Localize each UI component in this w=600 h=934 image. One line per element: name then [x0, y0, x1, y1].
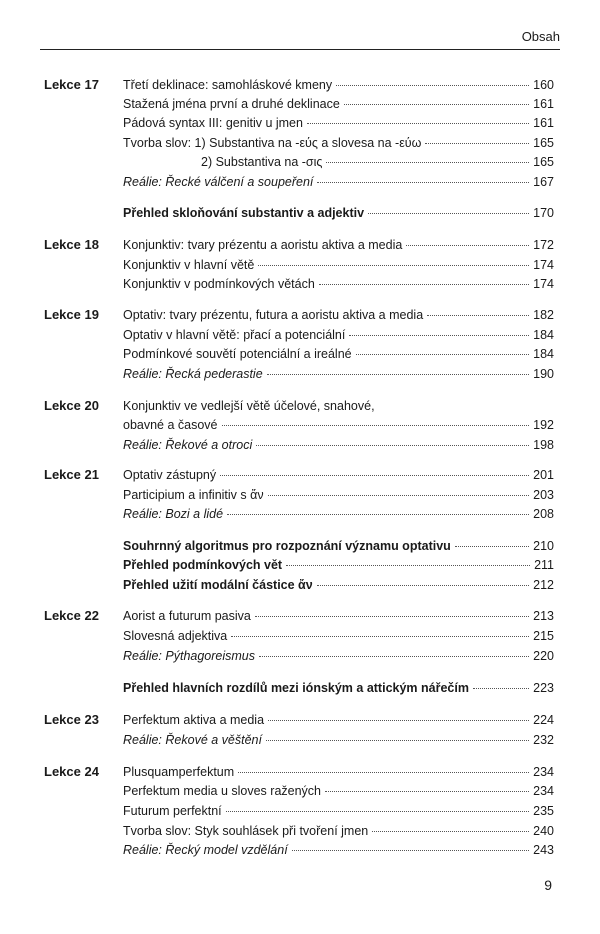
entry-title: Tvorba slov: Styk souhlásek při tvoření jmen [123, 824, 369, 838]
entry-title: Konjunktiv v hlavní větě [123, 258, 255, 272]
entry-page: 160 [533, 78, 554, 92]
entry-title: Konjunktiv ve vedlejší větě účelové, snahové, [123, 399, 375, 413]
dot-leader [267, 373, 529, 375]
toc-entry[interactable] [123, 172, 554, 192]
running-header [40, 30, 560, 50]
page-number: 9 [544, 877, 552, 893]
entry-page: 190 [533, 367, 554, 381]
entry-title: Perfektum media u sloves ražených [123, 784, 322, 798]
toc-entry[interactable] [123, 415, 554, 435]
entry-page: 240 [533, 824, 554, 838]
dot-leader [349, 334, 529, 336]
toc-entry[interactable] [123, 762, 554, 782]
dot-leader [368, 212, 529, 214]
dot-leader [307, 122, 529, 124]
toc-entry[interactable] [123, 536, 554, 556]
toc-entry[interactable] [123, 504, 554, 524]
entry-page: 172 [533, 238, 554, 252]
dot-leader [220, 474, 529, 476]
entry-page: 243 [533, 843, 554, 857]
toc-entry[interactable] [123, 646, 554, 666]
lesson-label-19: Lekce 19 [44, 307, 99, 322]
entry-title: Reálie: Řecká pederastie [123, 367, 263, 381]
entry-title: Konjunktiv: tvary prézentu a aoristu aktiva a media [123, 238, 403, 252]
entry-page: 184 [533, 347, 554, 361]
lesson-label-20: Lekce 20 [44, 398, 99, 413]
entry-page: 212 [533, 578, 554, 592]
entry-title: Participium a infinitiv s ἄν [123, 488, 264, 502]
entry-page: 174 [533, 258, 554, 272]
dot-leader [231, 635, 529, 637]
lesson-label-22: Lekce 22 [44, 608, 99, 623]
toc-entry[interactable] [123, 555, 554, 575]
entry-page: 174 [533, 277, 554, 291]
toc-entry[interactable] [123, 325, 554, 345]
toc-entry[interactable] [123, 626, 554, 646]
entry-title: Slovesná adjektiva [123, 629, 228, 643]
entry-title: Futurum perfektní [123, 804, 222, 818]
entry-page: 224 [533, 713, 554, 727]
dot-leader [344, 103, 529, 105]
entry-title: Reálie: Řekové a věštění [123, 733, 262, 747]
entry-title: Reálie: Bozi a lidé [123, 507, 224, 521]
dot-leader [255, 615, 529, 617]
entry-page: 213 [533, 609, 554, 623]
entry-title: Přehled hlavních rozdílů mezi iónským a attickým nářečím [123, 681, 469, 695]
toc-entry[interactable] [123, 203, 554, 223]
dot-leader [336, 84, 529, 86]
entry-page: 234 [533, 784, 554, 798]
entry-title: Perfektum aktiva a media [123, 713, 265, 727]
toc-entry[interactable] [123, 465, 554, 485]
entry-page: 208 [533, 507, 554, 521]
toc-entry[interactable] [123, 575, 554, 595]
entry-title: obavné a časové [123, 418, 218, 432]
dot-leader [258, 264, 529, 266]
dot-leader [266, 739, 529, 741]
toc-entry[interactable] [123, 678, 554, 698]
dot-leader [319, 283, 529, 285]
header-title: Obsah [521, 29, 560, 44]
entry-page: 170 [533, 206, 554, 220]
dot-leader [227, 513, 529, 515]
entry-page: 210 [533, 539, 554, 553]
toc-entry[interactable] [123, 396, 375, 416]
toc-entry[interactable] [123, 255, 554, 275]
entry-title: Podmínkové souvětí potenciální a ireálné [123, 347, 352, 361]
entry-page: 198 [533, 438, 554, 452]
entry-page: 201 [533, 468, 554, 482]
toc-entry[interactable] [123, 435, 554, 455]
toc-entry[interactable] [123, 113, 554, 133]
dot-leader [256, 444, 529, 446]
entry-title: Reálie: Pýthagoreismus [123, 649, 256, 663]
dot-leader [455, 545, 529, 547]
entry-title: Optativ v hlavní větě: přací a potenciální [123, 328, 346, 342]
toc-entry[interactable] [123, 801, 554, 821]
entry-title: Reálie: Řecké válčení a soupeření [123, 175, 314, 189]
entry-page: 161 [533, 116, 554, 130]
toc-entry[interactable] [123, 133, 554, 153]
entry-title: Reálie: Řekové a otroci [123, 438, 253, 452]
dot-leader [259, 655, 529, 657]
entry-page: 235 [533, 804, 554, 818]
entry-title: Tvorba slov: 1) Substantiva na -εύς a slovesa na -εύω [123, 136, 422, 150]
entry-title: Stažená jména první a druhé deklinace [123, 97, 340, 111]
entry-page: 211 [534, 558, 554, 572]
dot-leader [286, 564, 530, 566]
dot-leader [473, 687, 529, 689]
entry-title: Reálie: Řecký model vzdělání [123, 843, 288, 857]
entry-page: 165 [533, 155, 554, 169]
toc-entry[interactable] [123, 235, 554, 255]
entry-page: 167 [533, 175, 554, 189]
entry-title: Souhrnný algoritmus pro rozpoznání významu optativu [123, 539, 451, 553]
lesson-label-17: Lekce 17 [44, 77, 99, 92]
lesson-label-23: Lekce 23 [44, 712, 99, 727]
entry-title: Pádová syntax III: genitiv u jmen [123, 116, 303, 130]
dot-leader [268, 719, 529, 721]
entry-title: Optativ zástupný [123, 468, 217, 482]
entry-title: Přehled užití modální částice ἄν [123, 578, 313, 592]
toc-entry[interactable] [123, 606, 554, 626]
dot-leader [427, 314, 529, 316]
dot-leader [292, 849, 529, 851]
entry-page: 165 [533, 136, 554, 150]
toc-entry[interactable] [123, 710, 554, 730]
entry-page: 232 [533, 733, 554, 747]
toc-entry[interactable] [123, 344, 554, 364]
dot-leader [226, 810, 529, 812]
toc-entry[interactable] [123, 94, 554, 114]
toc-entry[interactable] [123, 485, 554, 505]
dot-leader [222, 424, 530, 426]
toc-entry[interactable] [123, 305, 554, 325]
entry-title: Optativ: tvary prézentu, futura a aoristu aktiva a media [123, 308, 424, 322]
toc-entry[interactable] [123, 730, 554, 750]
entry-title: Třetí deklinace: samohláskové kmeny [123, 78, 333, 92]
toc-entry[interactable] [123, 364, 554, 384]
dot-leader [372, 830, 529, 832]
toc-entry[interactable] [123, 152, 554, 172]
entry-page: 215 [533, 629, 554, 643]
entry-page: 203 [533, 488, 554, 502]
dot-leader [425, 142, 529, 144]
entry-page: 184 [533, 328, 554, 342]
entry-title: Přehled podmínkových vět [123, 558, 283, 572]
dot-leader [317, 584, 529, 586]
toc-entry[interactable] [123, 274, 554, 294]
entry-page: 223 [533, 681, 554, 695]
dot-leader [326, 161, 529, 163]
dot-leader [325, 790, 529, 792]
dot-leader [356, 353, 530, 355]
entry-title: Přehled skloňování substantiv a adjektiv [123, 206, 365, 220]
lesson-label-18: Lekce 18 [44, 237, 99, 252]
toc-entry[interactable] [123, 821, 554, 841]
entry-page: 161 [533, 97, 554, 111]
toc-entry[interactable] [123, 75, 554, 95]
lesson-label-24: Lekce 24 [44, 764, 99, 779]
toc-entry[interactable] [123, 840, 554, 860]
entry-page: 192 [533, 418, 554, 432]
entry-page: 220 [533, 649, 554, 663]
entry-title: Aorist a futurum pasiva [123, 609, 251, 623]
entry-page: 234 [533, 765, 554, 779]
dot-leader [406, 244, 529, 246]
dot-leader [317, 181, 529, 183]
toc-entry[interactable] [123, 781, 554, 801]
dot-leader [238, 771, 529, 773]
entry-title: Konjunktiv v podmínkových větách [123, 277, 315, 291]
dot-leader [268, 494, 530, 496]
entry-title: Plusquamperfektum [123, 765, 235, 779]
entry-title: 2) Substantiva na -σις [201, 155, 323, 169]
lesson-label-21: Lekce 21 [44, 467, 99, 482]
entry-page: 182 [533, 308, 554, 322]
